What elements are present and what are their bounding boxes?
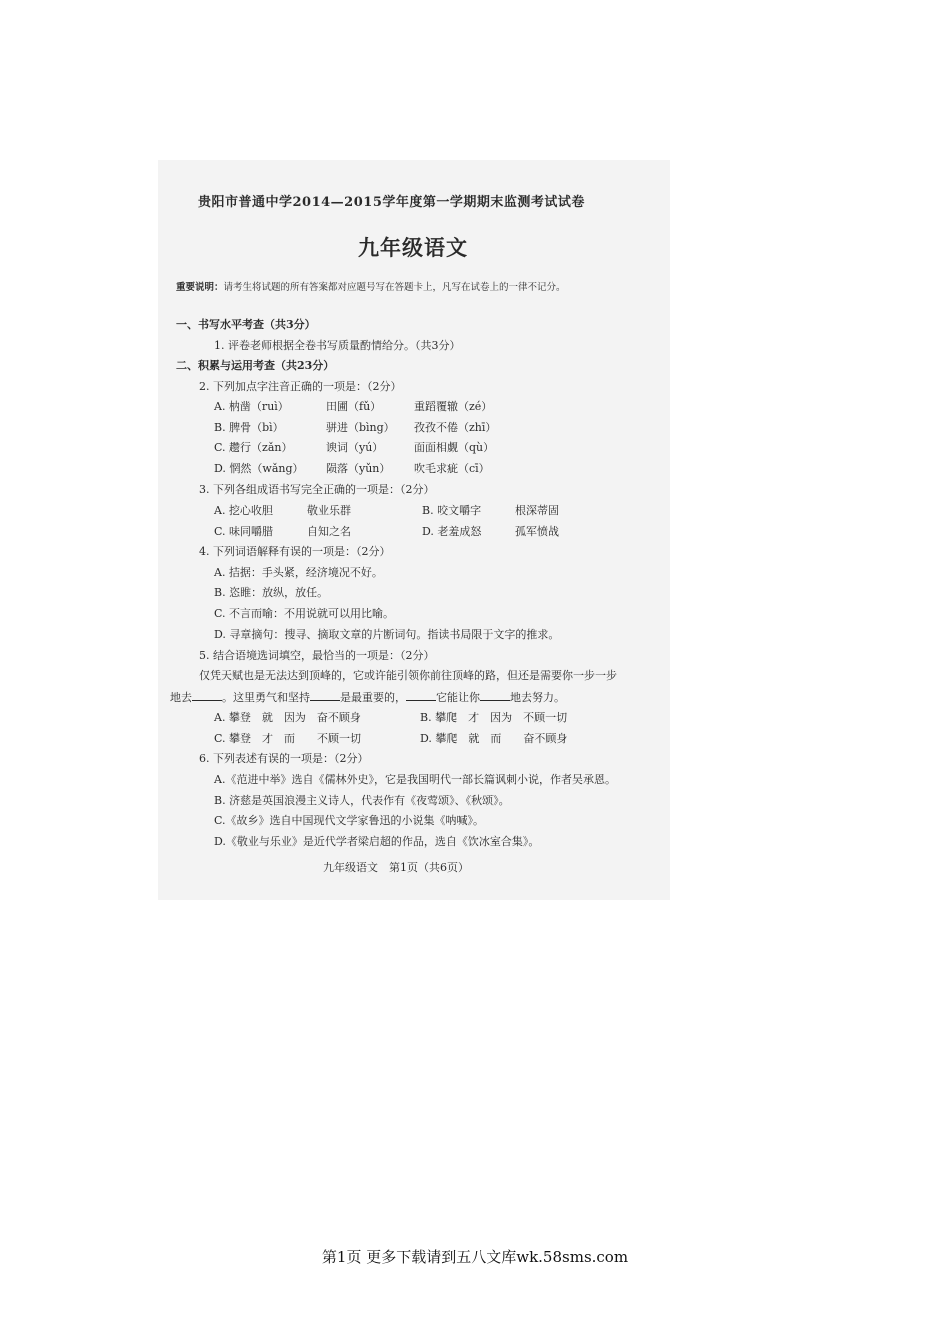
option-cell: D. 惘然（wǎng） [214,462,304,475]
option-cell: A. 枘凿（ruì） [214,400,289,413]
option-cell: 田圃（fǔ） [326,400,382,413]
option-cell: 孤军愤战 [515,525,559,538]
option-cell: 孜孜不倦（zhī） [414,421,497,434]
subject-title: 九年级语文 [358,235,468,260]
fill-blank [406,690,436,701]
option-cell: C. 味同嚼腊 [214,525,274,538]
option-cell: 敬业乐群 [307,504,351,517]
section1-heading: 一、书写水平考查（共3分） [176,318,316,331]
q5-row-ab [214,711,568,725]
q6-option-c: C.《故乡》选自中国现代文学家鲁迅的小说集《呐喊》。 [214,814,485,827]
fill-blank [192,690,222,701]
q4-option-a: A. 拮据：手头紧，经济境况不好。 [214,566,383,579]
notice-text: 请考生将试题的所有答案都对应题号写在答题卡上，凡写在试卷上的一律不记分。 [223,282,566,293]
option-cell: A. 攀登 就 因为 奋不顾身 [214,711,361,724]
q4-option-b: B. 恣睢：放纵，放任。 [214,586,329,599]
notice-label: 重要说明： [176,282,224,293]
option-cell: B. 攀爬 才 因为 不顾一切 [420,711,568,724]
option-cell: 根深蒂固 [515,504,559,517]
passage-text: 地去 [170,691,192,704]
q3-row-cd [214,525,559,539]
notice [176,279,566,293]
q6-stem: 6. 下列表述有误的一项是：（2分） [199,752,369,765]
q4-stem: 4. 下列词语解释有误的一项是：（2分） [199,545,391,558]
q4-option-c: C. 不言而喻：不用说就可以用比喻。 [214,607,395,620]
option-cell: B. 脾骨（bì） [214,421,284,434]
passage-text: 它能让你 [436,691,480,704]
q5-passage-line1: 仅凭天赋也是无法达到顶峰的，它或许能引领你前往顶峰的路，但还是需要你一步一步 [199,669,617,682]
option-cell: D. 攀爬 就 而 奋不顾身 [420,732,568,745]
option-cell: 谀词（yú） [326,441,384,454]
option-cell: D. 老羞成怒 [422,525,482,538]
q3-row-ab [214,504,559,518]
exam-title: 贵阳市普通中学2014—2015学年度第一学期期末监测考试试卷 [198,195,585,210]
q2-option-a [214,400,493,414]
q5-passage-line2 [170,690,565,705]
q6-option-b: B. 济慈是英国浪漫主义诗人，代表作有《夜莺颂》、《秋颂》。 [214,794,510,807]
option-cell: 重蹈覆辙（zé） [414,400,493,413]
passage-text: 是最重要的， [340,691,406,704]
page-footer: 九年级语文 第1页（共6页） [323,861,469,874]
q2-option-b [214,421,497,435]
q3-stem: 3. 下列各组成语书写完全正确的一项是：（2分） [199,483,435,496]
passage-text: 。这里勇气和坚持 [222,691,310,704]
option-cell: C. 攀登 才 而 不顾一切 [214,732,362,745]
option-cell: A. 挖心收胆 [214,504,273,517]
q5-stem: 5. 结合语境选词填空，最恰当的一项是：（2分） [199,649,435,662]
fill-blank [480,690,510,701]
option-cell: 吹毛求疵（cī） [414,462,490,475]
q4-option-d: D. 寻章摘句：搜寻、摘取文章的片断词句。指读书局限于文字的推求。 [214,628,560,641]
option-cell: 骈进（bìng） [326,421,395,434]
option-cell: C. 趱行（zǎn） [214,441,293,454]
section2-heading: 二、积累与运用考查（共23分） [176,359,335,372]
q6-option-d: D.《敬业与乐业》是近代学者梁启超的作品，选自《饮冰室合集》。 [214,835,540,848]
option-cell: 面面相觑（qù） [414,441,495,454]
q6-option-a: A.《范进中举》选自《儒林外史》，它是我国明代一部长篇讽刺小说，作者吴承恩。 [214,773,616,786]
option-cell: B. 咬文嚼字 [422,504,482,517]
passage-text: 地去努力。 [510,691,565,704]
q1-text: 1. 评卷老师根据全卷书写质量酌情给分。（共3分） [214,339,461,352]
download-footer: 第1页 更多下载请到五八文库wk.58sms.com [321,1248,629,1266]
q2-option-c [214,441,495,455]
option-cell: 陨落（yǔn） [326,462,391,475]
fill-blank [310,690,340,701]
q5-row-cd [214,732,568,746]
q2-stem: 2. 下列加点字注音正确的一项是：（2分） [199,380,402,393]
option-cell: 自知之名 [307,525,351,538]
q2-option-d [214,462,490,476]
